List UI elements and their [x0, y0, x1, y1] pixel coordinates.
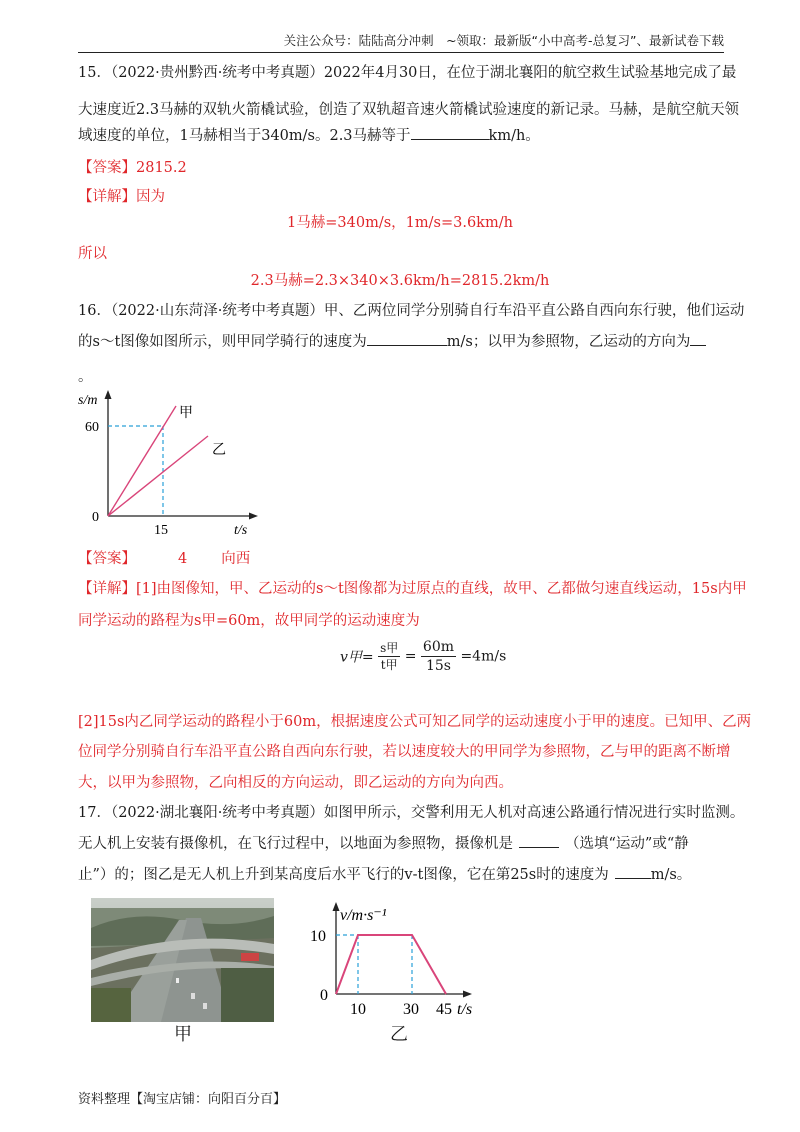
vt-graph — [300, 900, 500, 1025]
q15-line3 — [78, 125, 540, 147]
detail-text: 因为 — [136, 189, 165, 205]
q17-line2-text: 无人机上安装有摄像机，在飞行过程中，以地面为参照物，摄像机是 — [78, 836, 513, 852]
q16-line2 — [78, 331, 706, 353]
q16-detail4: 位同学分别骑自行车沿平直公路自西向东行驶，若以速度较大的甲同学为参照物，乙与甲的距离不断增 — [78, 744, 731, 760]
velocity-formula — [340, 638, 506, 675]
q16-blank2 — [690, 331, 706, 346]
st-graph — [78, 388, 278, 538]
vt-origin: 0 — [320, 987, 328, 1004]
q15-line1: 15．（2022·贵州黔西·统考中考真题）2022年4月30日，在位于湖北襄阳的航空救生试验基地完成了最 — [78, 65, 737, 81]
detail-tag: 【详解】 — [78, 189, 136, 205]
q15-formula1: 1马赫=340m/s，1m/s=3.6km/h — [287, 215, 513, 231]
answer-tag: 【答案】 — [78, 551, 136, 567]
vt-xtick-30: 30 — [403, 1001, 419, 1018]
answer-value: 2815.2 — [136, 160, 187, 176]
vt-xtick-45: 45 — [436, 1001, 452, 1018]
q17-line3 — [78, 864, 691, 886]
formula-frac1-num: s甲 — [380, 641, 399, 655]
q17-line1: 17．（2022·湖北襄阳·统考中考真题）如图甲所示，交警利用无人机对高速公路通行情况进行实时监测。 — [78, 805, 745, 821]
q16-blank1 — [367, 331, 447, 346]
formula-frac2-den: 15s — [425, 658, 451, 674]
st-label-b: 乙 — [212, 443, 226, 458]
vt-ytick: 10 — [310, 928, 326, 945]
answer-value-2: 向西 — [221, 551, 251, 567]
detail-text: [1]由图像知，甲、乙运动的s～t图像都为过原点的直线，故甲、乙都做匀速直线运动，15s内甲 — [136, 581, 747, 597]
vt-xlabel: t/s — [457, 1001, 473, 1018]
formula-equals: = — [404, 648, 417, 665]
page-footer: 资料整理【淘宝店铺：向阳百分百】 — [78, 1092, 287, 1107]
q15-unit: km/h。 — [488, 128, 540, 144]
q15-so: 所以 — [78, 246, 107, 262]
vt-line — [336, 935, 446, 994]
q16-detail1 — [78, 578, 747, 600]
answer-value-1: 4 — [178, 551, 188, 567]
st-ylabel: s/m — [78, 393, 98, 408]
q15-line3-text: 域速度的单位，1马赫相当于340m/s。2.3马赫等于 — [78, 128, 411, 144]
st-xtick: 15 — [154, 523, 168, 538]
vt-xtick-10: 10 — [350, 1001, 366, 1018]
vt-x-arrow — [463, 991, 472, 998]
q17-unit: m/s。 — [650, 867, 692, 883]
vt-ylabel: v/m·s⁻¹ — [340, 907, 387, 924]
q16-line2-text-b: m/s；以甲为参照物，乙运动的方向为 — [446, 334, 691, 350]
q15-answer — [78, 157, 187, 179]
q17-line3-text: 止”）的；图乙是无人机上升到某高度后水平飞行的v-t图像，它在第25s时的速度为 — [78, 867, 609, 883]
q16-answer — [78, 548, 250, 570]
vt-y-arrow — [333, 902, 340, 911]
q16-line3: 。 — [78, 369, 93, 385]
answer-tag: 【答案】 — [78, 160, 136, 176]
st-x-arrow — [249, 513, 258, 520]
formula-frac2-num: 60m — [422, 639, 454, 655]
formula-frac1 — [378, 640, 400, 673]
st-line-a — [108, 406, 176, 516]
detail-tag: 【详解】 — [78, 581, 136, 597]
st-origin: 0 — [92, 510, 99, 525]
graph-caption: 乙 — [390, 1024, 408, 1045]
formula-frac2 — [421, 638, 456, 675]
q15-formula2: 2.3马赫=2.3×340×3.6km/h=2815.2km/h — [250, 273, 550, 289]
highway-photo — [91, 898, 274, 1022]
q15-detail — [78, 186, 165, 208]
st-line-b — [108, 436, 208, 516]
q16-detail3: [2]15s内乙同学运动的路程小于60m，根据速度公式可知乙同学的运动速度小于甲的速度。已知甲、乙两 — [78, 714, 752, 730]
q16-line1: 16．（2022·山东菏泽·统考中考真题）甲、乙两位同学分别骑自行车沿平直公路自西向东行驶，他们运动 — [78, 303, 745, 319]
q17-line2-text-b: （选填“运动”或“静 — [565, 836, 689, 852]
q16-detail5: 大，以甲为参照物，乙向相反的方向运动，即乙运动的方向为向西。 — [78, 775, 513, 791]
st-ytick: 60 — [85, 420, 99, 435]
q15-answer-blank — [411, 125, 489, 140]
q15-line2: 大速度近2.3马赫的双轨火箭橇试验，创造了双轨超音速火箭橇试验速度的新记录。马赫，是航空航天领 — [78, 102, 740, 118]
photo-caption: 甲 — [174, 1024, 192, 1045]
q17-line2 — [78, 833, 689, 855]
q17-blank2 — [615, 864, 651, 879]
q16-detail2: 同学运动的路程为s甲=60m，故甲同学的运动速度为 — [78, 613, 420, 629]
formula-rhs: =4m/s — [460, 648, 507, 665]
q17-blank1 — [519, 833, 559, 848]
formula-lhs: v甲= — [340, 649, 374, 666]
st-xlabel: t/s — [234, 523, 248, 538]
st-y-arrow — [105, 390, 112, 399]
formula-frac1-den: t甲 — [380, 658, 398, 672]
q16-line2-text: 的s～t图像如图所示，则甲同学骑行的速度为 — [78, 334, 367, 350]
page-header: 关注公众号：陆陆高分冲刺 ~领取：最新版“小中高考-总复习”、最新试卷下载 — [78, 30, 724, 53]
st-label-a: 甲 — [179, 406, 193, 421]
